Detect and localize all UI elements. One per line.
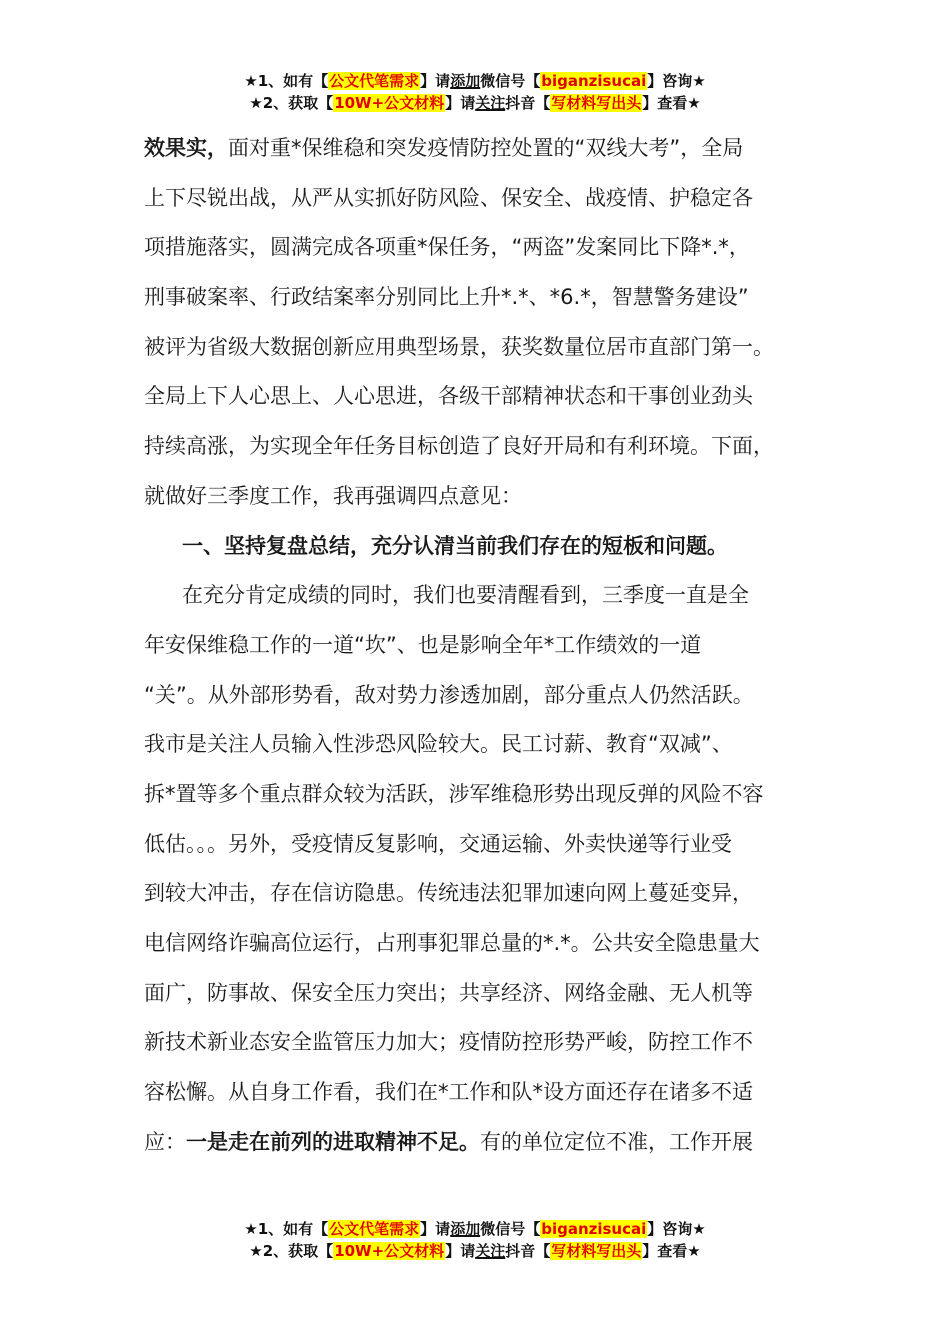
paragraph-line: 我市是关注人员输入性涉恐风险较大。民工讨薪、教育“双减”、 xyxy=(144,732,733,757)
banner-text: 】请 xyxy=(445,94,476,112)
banner-line-2 xyxy=(0,92,950,114)
paragraph-line: 低估。。。另外，受疫情反复影响，交通运输、外卖快递等行业受 xyxy=(144,831,732,856)
bottom-banner xyxy=(0,1218,950,1262)
paragraph-line: 到较大冲击，存在信访隐患。传统违法犯罪加速向网上蔓延变异， xyxy=(144,881,753,906)
banner-text: 】查看★ xyxy=(642,1242,701,1260)
top-banner xyxy=(0,70,950,114)
banner-underline: 添加 xyxy=(450,72,481,90)
section-heading: 一、坚持复盘总结，充分认清当前我们存在的短板和问题。 xyxy=(182,533,728,558)
banner-wechat-id: biganzisucai xyxy=(541,72,647,90)
text: 面对重*保维稳和突发疫情防控处置的“双线大考”，全局 xyxy=(228,136,744,160)
banner-underline: 添加 xyxy=(450,1220,481,1238)
banner-underline: 关注 xyxy=(475,94,506,112)
banner-highlight: 公文代笔需求 xyxy=(329,72,420,90)
banner-text: ★1、如有【 xyxy=(244,1220,329,1238)
banner-text: ★1、如有【 xyxy=(244,72,329,90)
paragraph-line: 全局上下人心思上、人心思进，各级干部精神状态和干事创业劲头 xyxy=(144,384,753,409)
banner-text: 】咨询★ xyxy=(647,72,706,90)
banner-highlight: 公文代笔需求 xyxy=(329,1220,420,1238)
paragraph-line: 拆*置等多个重点群众较为活跃，涉军维稳形势出现反弹的风险不容 xyxy=(144,781,764,806)
banner-highlight: 10W+公文材料 xyxy=(334,94,445,112)
banner-text: 微信号【 xyxy=(480,72,541,90)
paragraph-line: 电信网络诈骗高位运行，占刑事犯罪总量的*.*。公共安全隐患量大 xyxy=(144,931,760,955)
paragraph-line: 容松懈。从自身工作看，我们在*工作和队*设方面还存在诸多不适 xyxy=(144,1080,753,1105)
text: 有的单位定位不准，工作开展 xyxy=(480,1129,753,1154)
paragraph-line: 持续高涨，为实现全年任务目标创造了良好开局和有利环境。下面， xyxy=(144,434,774,459)
banner-text: ★2、获取【 xyxy=(249,94,334,112)
banner-text: 】咨询★ xyxy=(647,1220,706,1238)
paragraph-line: “关”。从外部形势看，敌对势力渗透加剧，部分重点人仍然活跃。 xyxy=(144,682,754,707)
banner-text: 】查看★ xyxy=(642,94,701,112)
banner-text: 】请 xyxy=(445,1242,476,1260)
paragraph-line: 上下尽锐出战，从严从实抓好防风险、保安全、战疫情、护稳定各 xyxy=(144,185,753,210)
banner-line-1 xyxy=(0,1218,950,1240)
paragraph-line: 面广，防事故、保安全压力突出；共享经济、网络金融、无人机等 xyxy=(144,980,753,1005)
paragraph-line: 新技术新业态安全监管压力加大；疫情防控形势严峻，防控工作不 xyxy=(144,1030,753,1055)
paragraph-line: 就做好三季度工作，我再强调四点意见： xyxy=(144,483,522,508)
paragraph-line: 在充分肯定成绩的同时，我们也要清醒看到，三季度一直是全 xyxy=(182,583,749,608)
lead-bold-text: 效果实， xyxy=(144,136,228,160)
banner-underline: 关注 xyxy=(475,1242,506,1260)
paragraph-line: 项措施落实，圆满完成各项重*保任务，“两盗”发案同比下降*.*， xyxy=(144,235,750,260)
document-body xyxy=(144,124,809,1167)
banner-text: 抖音【 xyxy=(505,1242,551,1260)
point-heading-bold: 一是走在前列的进取精神不足。 xyxy=(186,1129,480,1154)
text: 应： xyxy=(144,1129,186,1154)
banner-line-1 xyxy=(0,70,950,92)
banner-douyin-id: 写材料写出头 xyxy=(551,1242,642,1260)
paragraph-line: 刑事破案率、行政结案率分别同比上升*.*、*6.*，智慧警务建设” xyxy=(144,285,749,310)
banner-douyin-id: 写材料写出头 xyxy=(551,94,642,112)
banner-text: ★2、获取【 xyxy=(249,1242,334,1260)
banner-highlight: 10W+公文材料 xyxy=(334,1242,445,1260)
banner-line-2 xyxy=(0,1240,950,1262)
paragraph-line: 被评为省级大数据创新应用典型场景，获奖数量位居市直部门第一。 xyxy=(144,334,774,359)
banner-wechat-id: biganzisucai xyxy=(541,1220,647,1238)
paragraph-line: 年安保维稳工作的一道“坎”、也是影响全年*工作绩效的一道 xyxy=(144,632,702,657)
banner-text: 微信号【 xyxy=(480,1220,541,1238)
banner-text: 】请 xyxy=(420,1220,451,1238)
banner-text: 】请 xyxy=(420,72,451,90)
paragraph-line xyxy=(144,1118,809,1168)
paragraph-line xyxy=(144,124,809,174)
banner-text: 抖音【 xyxy=(505,94,551,112)
